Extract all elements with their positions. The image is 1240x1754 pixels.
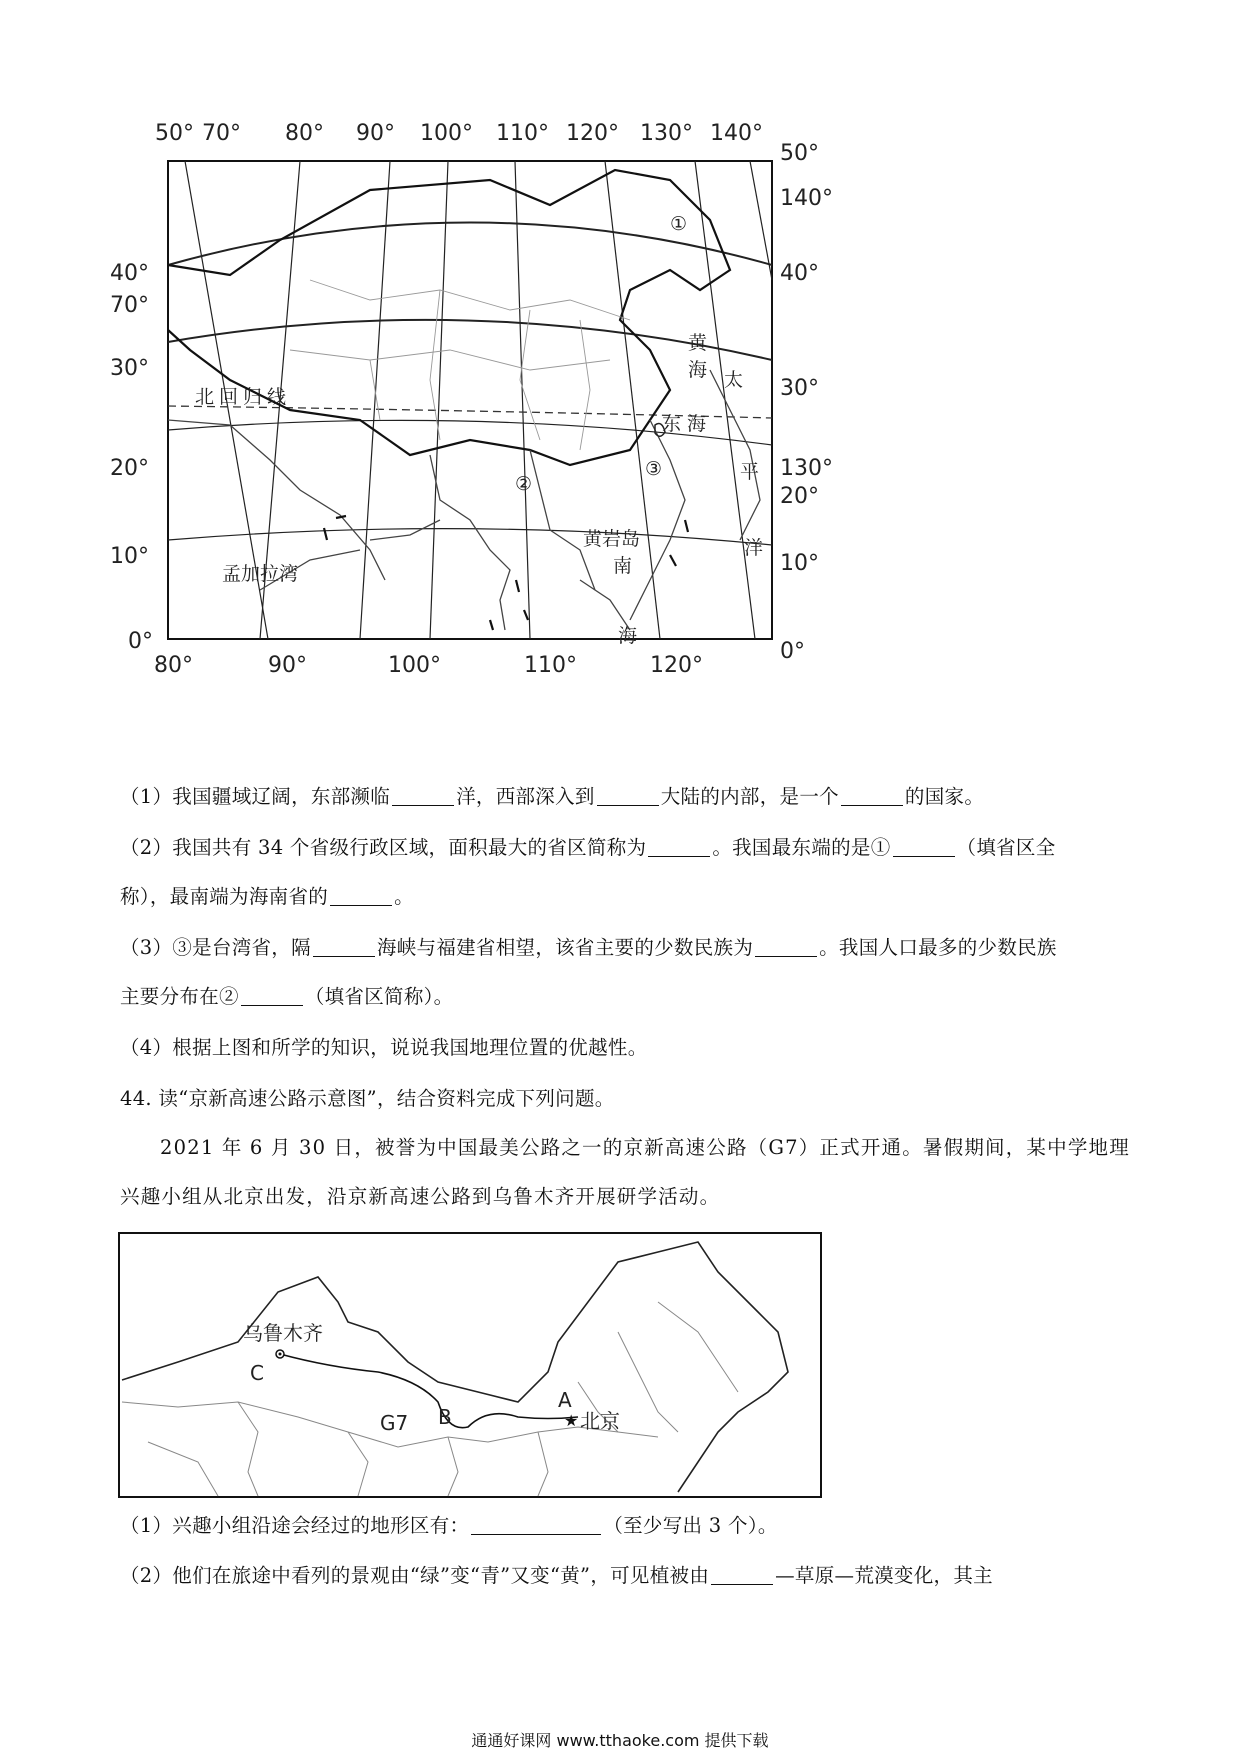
marker-2: ②	[515, 473, 533, 495]
q43-1: （1）我国疆域辽阔，东部濒临 洋，西部深入到 大陆的内部，是一个 的国家。	[120, 785, 985, 808]
point-a-label: A	[558, 1388, 572, 1412]
q43-3a: （3）③是台湾省，隔 海峡与福建省相望，该省主要的少数民族为 。我国人口最多的少数民族	[120, 936, 1057, 959]
pacific-2: 平	[740, 461, 760, 483]
east-sea-label: 东 海	[662, 413, 707, 435]
jingxin-expressway-map	[118, 1232, 822, 1498]
top-lon-100: 100°	[420, 121, 473, 146]
bottom-lon-110: 110°	[524, 653, 577, 678]
yellow-sea-1: 黄	[688, 332, 708, 354]
beijing-label: 北京	[580, 1409, 620, 1433]
q44-1: （1）兴趣小组沿途会经过的地形区有： （至少写出 3 个）。	[120, 1514, 778, 1537]
right-lat-10: 10°	[780, 551, 819, 576]
marker-1: ①	[670, 213, 688, 235]
blank	[648, 837, 710, 858]
blank	[471, 1515, 601, 1536]
blank	[841, 786, 903, 807]
blank	[330, 886, 392, 907]
marker-3: ③	[645, 458, 663, 480]
asia-map	[110, 120, 890, 765]
right-lat-30: 30°	[780, 376, 819, 401]
right-lon-140: 140°	[780, 186, 833, 211]
bottom-lon-120: 120°	[650, 653, 703, 678]
beijing-star-icon: ★	[564, 1411, 579, 1430]
q44-2: （2）他们在旅途中看列的景观由“绿”变“青”又变“黄”，可见植被由 —草原—荒漠变化，其主	[120, 1564, 993, 1587]
bengal-label: 孟加拉湾	[222, 563, 299, 585]
q44-title: 44. 读“京新高速公路示意图”，结合资料完成下列问题。	[120, 1087, 615, 1110]
top-lon-80: 80°	[285, 121, 324, 146]
left-lat-10: 10°	[110, 544, 149, 569]
top-lon-90: 90°	[356, 121, 395, 146]
point-b-label: B	[438, 1405, 452, 1429]
right-lon-130: 130°	[780, 456, 833, 481]
blank	[392, 786, 454, 807]
right-lat-40: 40°	[780, 261, 819, 286]
q43-3b: 主要分布在② （填省区简称）。	[120, 985, 454, 1008]
blank	[711, 1565, 773, 1586]
pacific-1: 太	[724, 369, 744, 391]
q44-para-1: 2021 年 6 月 30 日，被誉为中国最美公路之一的京新高速公路（G7）正式开通。暑假期间，某中学地理	[160, 1136, 1130, 1159]
point-c-label: C	[250, 1361, 264, 1385]
top-lon-130: 130°	[640, 121, 693, 146]
q43-2b: 称），最南端为海南省的 。	[120, 885, 414, 908]
blank	[241, 986, 303, 1007]
q44-para-2: 兴趣小组从北京出发，沿京新高速公路到乌鲁木齐开展研学活动。	[120, 1185, 721, 1208]
blank	[755, 937, 817, 958]
blank	[893, 837, 955, 858]
left-lat-40: 40°	[110, 261, 149, 286]
blank	[597, 786, 659, 807]
left-lat-70: 70°	[110, 293, 149, 318]
top-lon-110: 110°	[496, 121, 549, 146]
huangyan-label: 黄岩岛	[583, 528, 641, 550]
q43-2a: （2）我国共有 34 个省级行政区域，面积最大的省区简称为 。我国最东端的是① （填省区全	[120, 836, 1056, 859]
tropic-label: 北回归线	[195, 386, 292, 408]
right-lat-20: 20°	[780, 484, 819, 509]
left-lat-20: 20°	[110, 456, 149, 481]
top-lon-140: 140°	[710, 121, 763, 146]
bottom-lon-80: 80°	[154, 653, 193, 678]
q43-4: （4）根据上图和所学的知识，说说我国地理位置的优越性。	[120, 1036, 648, 1059]
top-lon-70: 70°	[202, 121, 241, 146]
g7-label: G7	[380, 1411, 409, 1435]
top-lon-120: 120°	[566, 121, 619, 146]
pacific-3: 洋	[744, 537, 764, 559]
blank	[313, 937, 375, 958]
south-sea-2: 海	[618, 625, 638, 647]
left-lat-0: 0°	[128, 629, 153, 654]
right-lat-0: 0°	[780, 639, 805, 664]
left-lat-30: 30°	[110, 356, 149, 381]
yellow-sea-2: 海	[688, 359, 708, 381]
bottom-lon-100: 100°	[388, 653, 441, 678]
urumqi-label: 乌鲁木齐	[243, 1321, 323, 1345]
bottom-lon-90: 90°	[268, 653, 307, 678]
footer: 通通好课网 www.tthaoke.com 提供下载	[471, 1731, 769, 1750]
right-lat-50: 50°	[780, 141, 819, 166]
south-sea-1: 南	[613, 555, 633, 577]
top-lon-50: 50°	[155, 121, 194, 146]
